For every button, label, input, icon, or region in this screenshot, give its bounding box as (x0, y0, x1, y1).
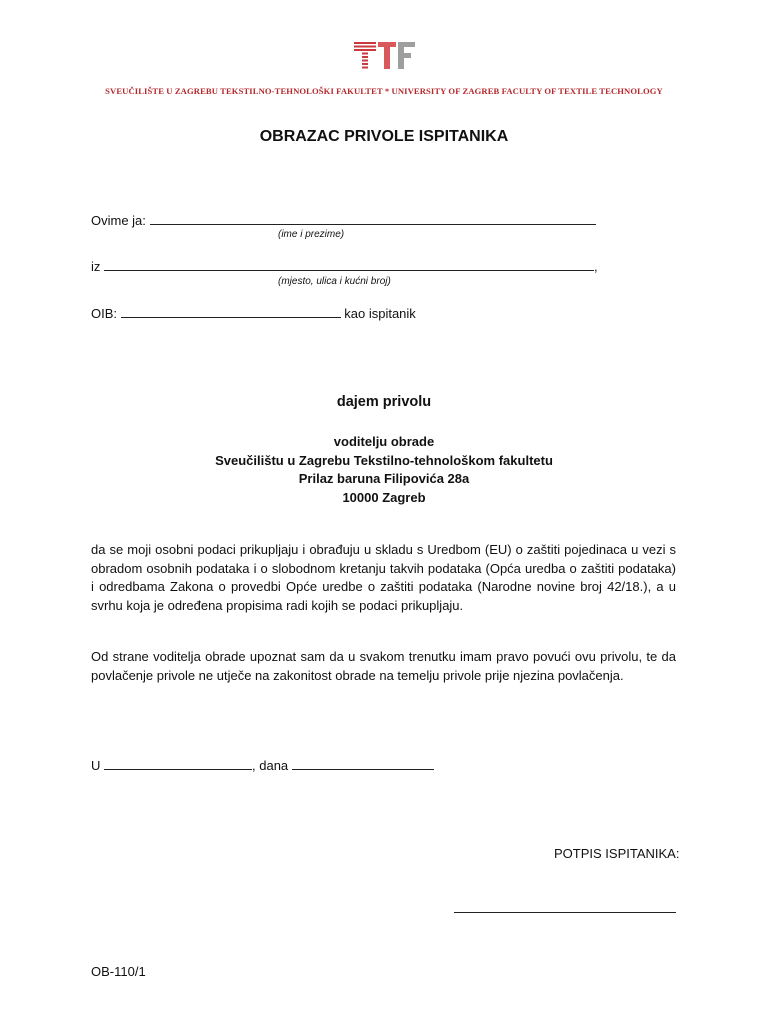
form-title: OBRAZAC PRIVOLE ISPITANIKA (259, 128, 509, 145)
controller-line-4: 10000 Zagreb (342, 490, 426, 505)
signature-label: POTPIS ISPITANIKA: (554, 846, 680, 861)
place-date-row (91, 757, 434, 773)
signature-line[interactable] (454, 912, 676, 913)
date-input-line[interactable] (292, 757, 434, 770)
date-label: , dana (252, 758, 289, 773)
address-suffix: , (594, 259, 598, 274)
name-label: Ovime ja: (91, 213, 146, 228)
controller-line-2: Sveučilištu u Zagrebu Tekstilno-tehnološkom fakultetu (215, 453, 553, 468)
place-input-line[interactable] (104, 757, 252, 770)
oib-input-line[interactable] (121, 305, 341, 318)
consent-heading: dajem privolu (336, 394, 432, 410)
name-input-line[interactable] (150, 212, 596, 225)
controller-line-1: voditelju obrade (333, 434, 435, 449)
address-input-line[interactable] (104, 258, 594, 271)
address-hint: (mjesto, ulica i kućni broj) (278, 276, 391, 287)
controller-line-3: Prilaz baruna Filipovića 28a (298, 471, 470, 486)
name-hint: (ime i prezime) (278, 229, 345, 240)
address-label: iz (91, 259, 101, 274)
ttf-logo (354, 42, 416, 70)
name-field-row (91, 212, 596, 228)
address-field-row (91, 258, 598, 274)
institution-line: SVEUČILIŠTE U ZAGREBU TEKSTILNO-TEHNOLOŠKI FAKULTET * UNIVERSITY OF ZAGREB FACULTY OF TEXTILE TECHNOLOGY (105, 86, 663, 96)
document-code: OB-110/1 (91, 964, 146, 979)
place-label: U (91, 758, 101, 773)
oib-suffix: kao ispitanik (344, 306, 416, 321)
withdrawal-paragraph: Od strane voditelja obrade upoznat sam da u svakom trenutku imam pravo povući ovu privolu, te da povlačenje privole ne utječe na zakonitost obrade na temelju privole prije njezina povlačenja. (91, 649, 676, 683)
oib-field-row (91, 305, 416, 321)
oib-label: OIB: (91, 306, 118, 321)
consent-paragraph: da se moji osobni podaci prikupljaju i obrađuju u skladu s Uredbom (EU) o zaštiti pojedinaca u vezi s obradom osobnih podataka i o slobodnom kretanju takvih podataka (Opća uredba o zaštiti podataka) i odredbama Zakona o provedbi Opće uredbe o zaštiti podataka (Narodne novine broj 42/18.), a u svrhu koja je određena propisima radi kojih se podaci prikupljaju. (91, 542, 676, 613)
